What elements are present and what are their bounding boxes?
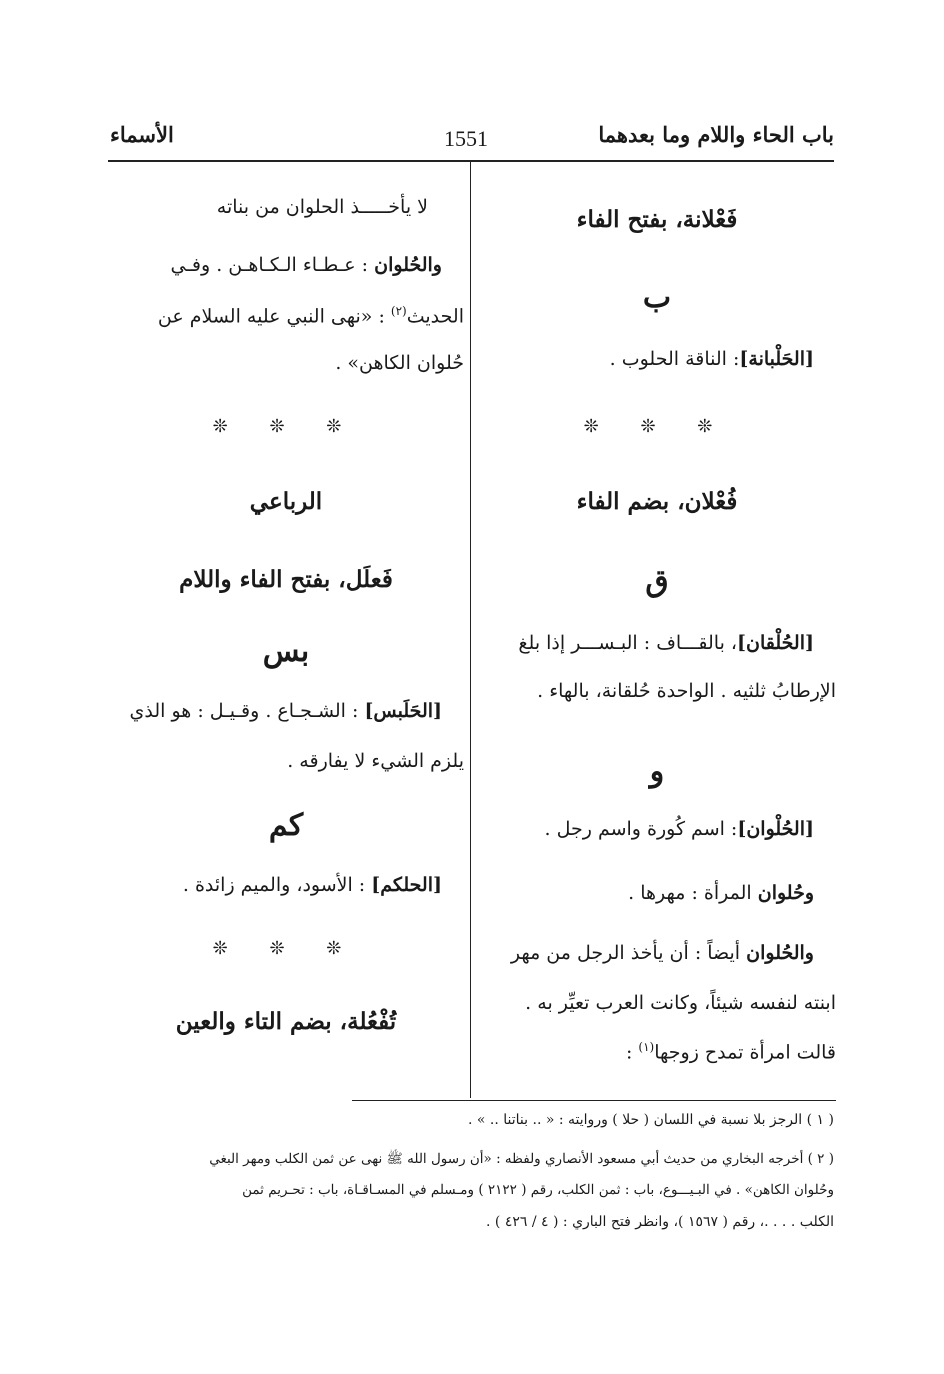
footnote-1: ( ١ ) الرجز بلا نسبة في اللسان ( حلا ) وروايته : « .. بناتنا .. » . — [468, 1112, 834, 1128]
letter-heading: كم — [268, 808, 304, 843]
letter-heading: بس — [262, 634, 310, 669]
entry-hulwan-kahin-line1 — [108, 254, 442, 276]
separator-stars: ❊ ❊ ❊ — [212, 938, 360, 959]
entry-hulwan-also-line3: قالت امرأة تمدح زوجها$^{(١)}$ : — [625, 1040, 836, 1064]
section-heading: الرباعي — [249, 488, 323, 515]
entry-halbana — [478, 348, 814, 370]
entry-definition: ، بالقـــاف : البـســـر إذا بلغ — [518, 632, 738, 654]
entry-term: [الحلكم] — [371, 874, 442, 896]
entry-term: والحُلوان — [374, 254, 442, 276]
column-divider — [470, 162, 471, 1098]
footnote-ref: (١) — [638, 1040, 655, 1054]
entry-definition: أيضاً : أن يأخذ الرجل من مهر — [510, 942, 747, 964]
entry-hulwan-mahr — [478, 882, 814, 904]
entry-halbas-line2: يلزم الشيء لا يفارقه . — [287, 750, 464, 772]
footnote-2-line2: وحُلوان الكاهن» . في البـيـــوع، باب : ثمن الكلب، رقم ( ٢١٢٢ ) ومـسلم في المسـاقـاة، باب : تحـريم ثمن — [242, 1182, 834, 1198]
entry-definition: : الأسود، والميم زائدة . — [182, 874, 372, 896]
footnote-2-line3: الكلب . . . .، رقم ( ١٥٦٧ )، وانظر فتح الباري : ( ٤ / ٤٢٦ ) . — [486, 1214, 834, 1230]
footnote-rule — [352, 1100, 836, 1101]
entry-halkam — [108, 874, 442, 896]
entry-term: [الحُلْقان] — [737, 632, 814, 654]
entry-definition: : الناقة الحلوب . — [609, 348, 740, 370]
running-header-chapter: باب الحاء واللام وما بعدهما — [598, 122, 834, 147]
entry-term: [الحَلْبانة] — [739, 348, 814, 370]
separator-stars: ❊ ❊ ❊ — [583, 416, 731, 437]
entry-hulwan — [478, 818, 814, 840]
entry-definition: : عـطـاء الـكـاهـن . وفـي — [170, 254, 375, 276]
entry-term: وحُلوان — [757, 882, 814, 904]
letter-heading: ق — [645, 564, 669, 599]
running-header-section: الأسماء — [110, 122, 174, 147]
entry-hulwan-also-line2: ابنته لنفسه شيئاً، وكانت العرب تعيِّر به . — [525, 992, 836, 1014]
entry-hulwan-kahin-line2: الحديث$^{(٢)}$ : «نهى النبي عليه السلام عن — [157, 304, 464, 328]
footnote-2-line1: ( ٢ ) أخرجه البخاري من حديث أبي مسعود الأنصاري ولفظه : «أن رسول الله ﷺ نهى عن ثمن الكلب ومهر البغي — [209, 1151, 834, 1167]
section-heading: فَعلَل، بفتح الفاء واللام — [179, 566, 393, 593]
entry-hulwan-kahin-line3: حُلوان الكاهن» . — [335, 352, 464, 374]
entry-hulqan-line2: الإرطابُ ثلثيه . الواحدة حُلقانة، بالهاء . — [537, 680, 836, 702]
letter-heading: و — [649, 754, 665, 789]
verse-line: لا يأخـــــذ الحلوان من بناته — [216, 196, 428, 218]
entry-definition: : اسم كُورة واسم رجل . — [544, 818, 738, 840]
header-rule — [108, 160, 834, 162]
section-heading: تُفْعُلة، بضم التاء والعين — [175, 1008, 397, 1035]
entry-term: والحُلوان — [746, 942, 814, 964]
entry-definition: : الشـجـاع . وقـيـل : هو الذي — [129, 700, 365, 722]
section-heading: فُعْلان، بضم الفاء — [576, 488, 738, 515]
entry-hulqan-line1 — [478, 632, 814, 654]
entry-hulwan-also-line1 — [478, 942, 814, 964]
entry-definition: المرأة : مهرها . — [628, 882, 758, 904]
entry-halbas-line1 — [108, 700, 442, 722]
entry-term: [الحُلْوان] — [737, 818, 814, 840]
section-heading: فَعْلانة، بفتح الفاء — [576, 206, 738, 233]
entry-term: [الحَلَبس] — [364, 700, 442, 722]
letter-heading: ب — [642, 280, 672, 315]
page-number: 1551 — [444, 126, 488, 151]
footnote-ref: (٢) — [390, 304, 407, 318]
separator-stars: ❊ ❊ ❊ — [212, 416, 360, 437]
